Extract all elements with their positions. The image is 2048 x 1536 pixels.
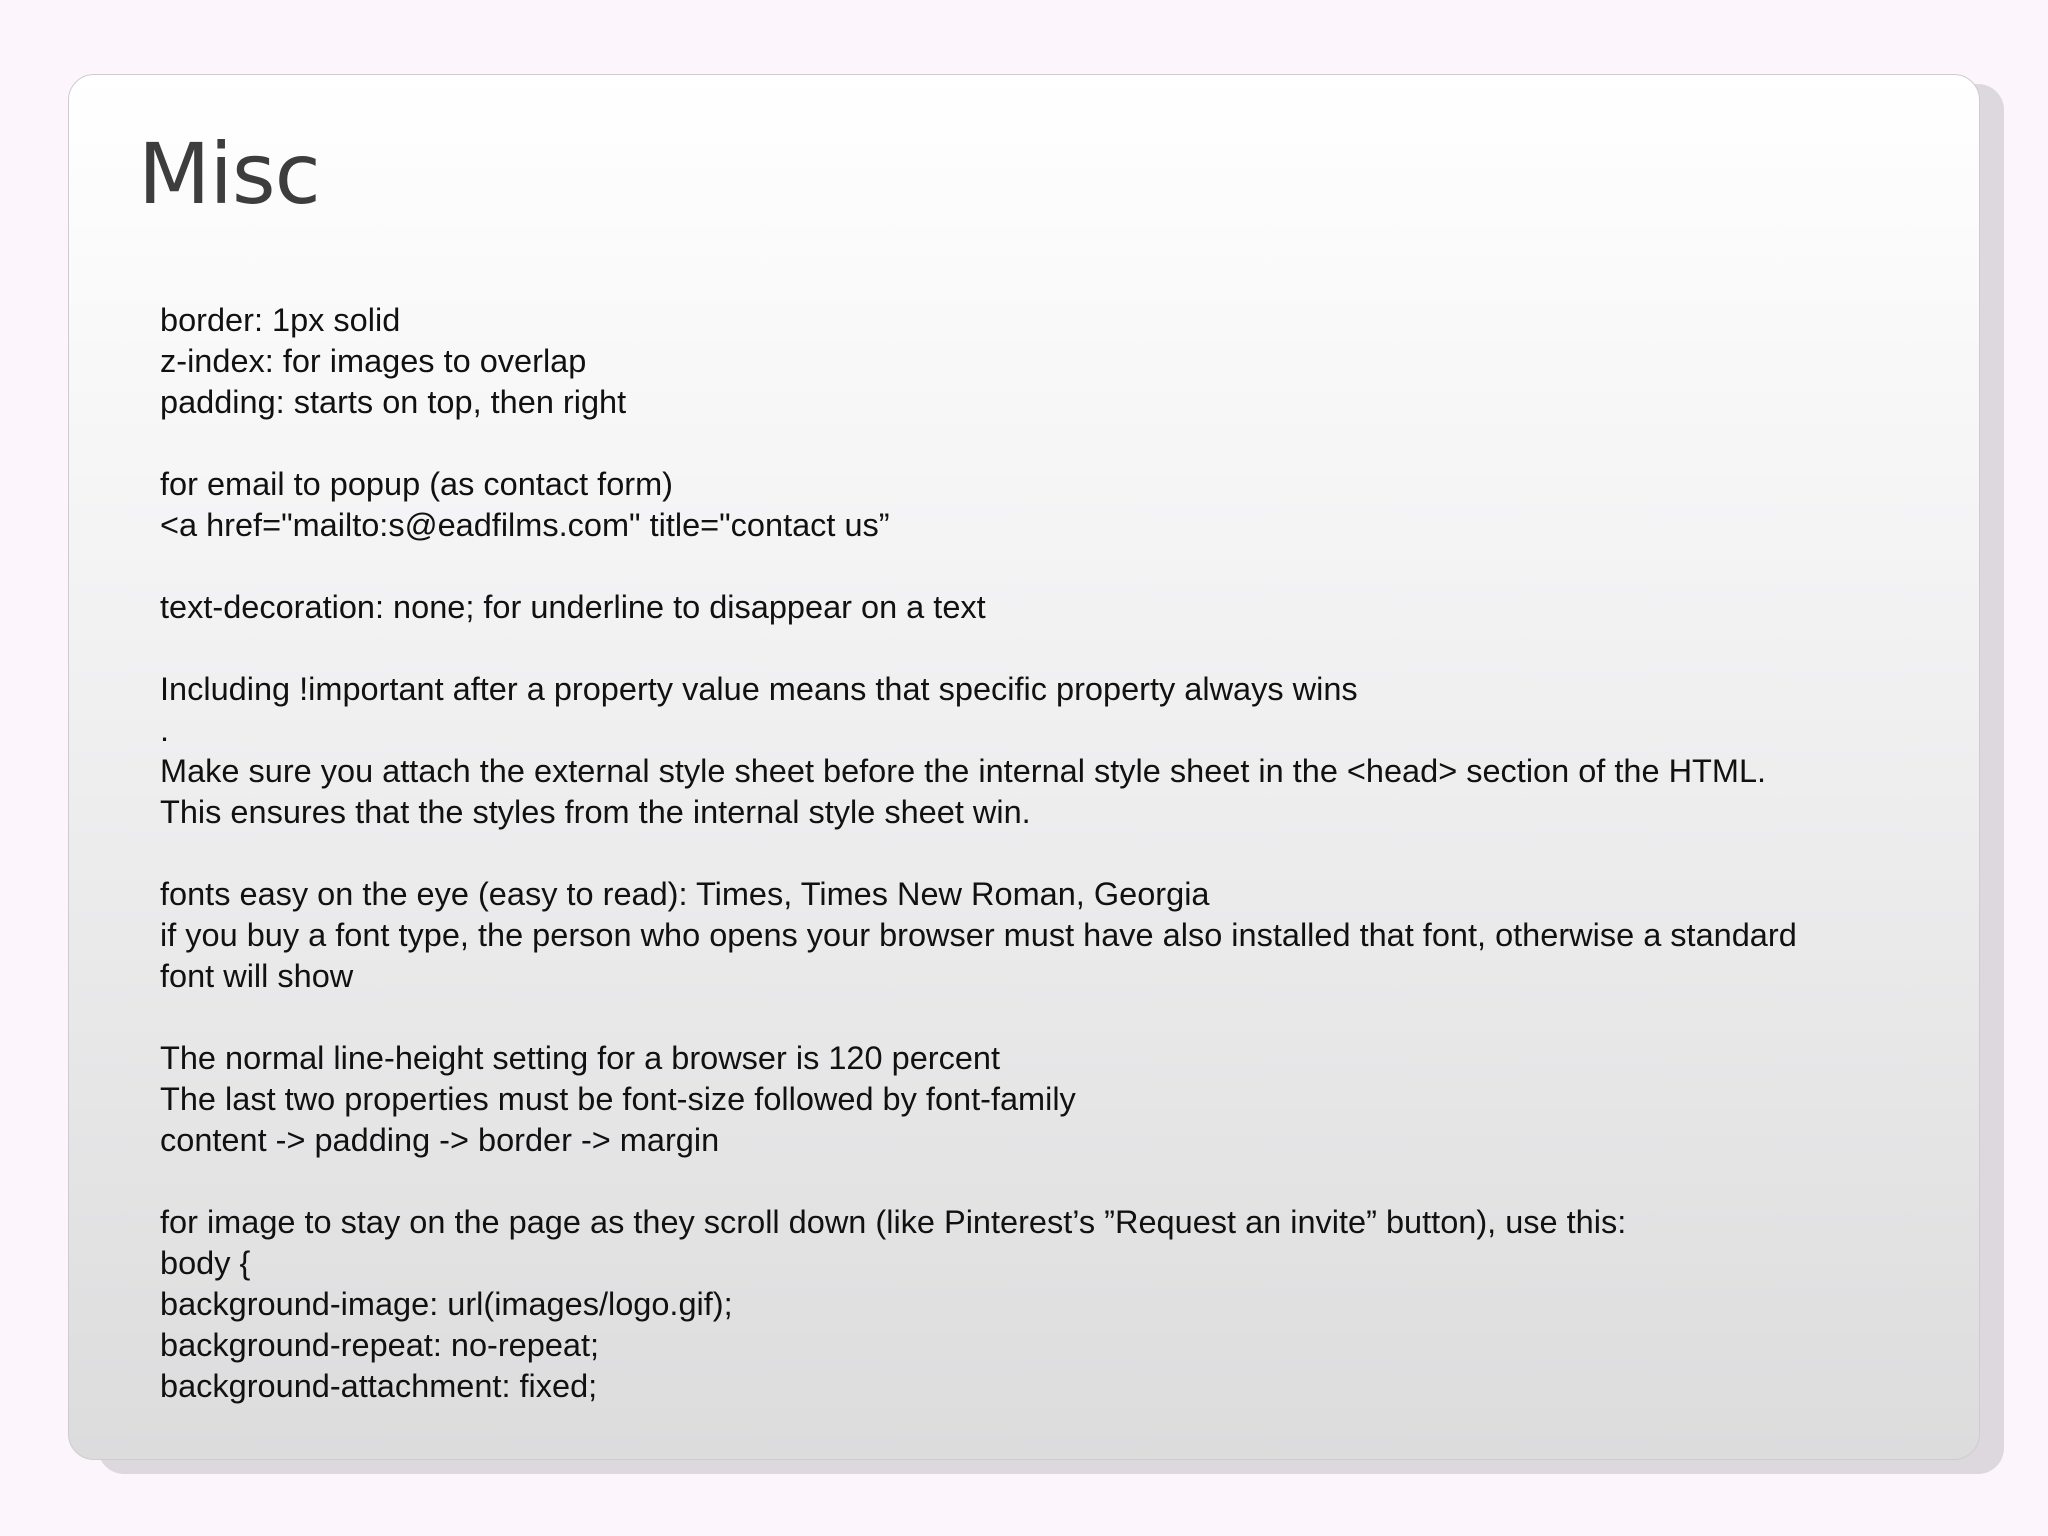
blank-line <box>160 1161 1940 1202</box>
text-line: body { <box>160 1245 251 1281</box>
blank-line <box>160 997 1940 1038</box>
text-line: for image to stay on the page as they scroll down (like Pinterest’s ”Request an invite” button), use this: <box>160 1204 1627 1240</box>
text-line: <a href="mailto:s@eadfilms.com" title="contact us” <box>160 507 890 543</box>
text-line: background-image: url(images/logo.gif); <box>160 1286 733 1322</box>
text-line: content -> padding -> border -> margin <box>160 1122 720 1158</box>
text-line: if you buy a font type, the person who opens your browser must have also installed that font, otherwise a standard <box>160 917 1797 953</box>
text-line: text-decoration: none; for underline to disappear on a text <box>160 589 986 625</box>
blank-line <box>160 628 1940 669</box>
text-line: fonts easy on the eye (easy to read): Times, Times New Roman, Georgia <box>160 876 1210 912</box>
text-line: border: 1px solid <box>160 302 401 338</box>
text-line: Make sure you attach the external style sheet before the internal style sheet in the <head> section of the HTML. <box>160 753 1767 789</box>
text-line: The last two properties must be font-size followed by font-family <box>160 1081 1076 1117</box>
blank-line <box>160 833 1940 874</box>
slide-title: Misc <box>138 125 320 223</box>
text-line: padding: starts on top, then right <box>160 384 627 420</box>
blank-line <box>160 423 1940 464</box>
text-line: background-repeat: no-repeat; <box>160 1327 600 1363</box>
text-line: font will show <box>160 958 354 994</box>
text-line: for email to popup (as contact form) <box>160 466 674 502</box>
blank-line <box>160 546 1940 587</box>
text-line: z-index: for images to overlap <box>160 343 587 379</box>
text-line: . <box>160 712 170 748</box>
text-line: This ensures that the styles from the internal style sheet win. <box>160 794 1031 830</box>
slide-body <box>160 300 1940 1407</box>
text-line: background-attachment: fixed; <box>160 1368 598 1404</box>
text-line: Including !important after a property value means that specific property always wins <box>160 671 1358 707</box>
text-line: The normal line-height setting for a browser is 120 percent <box>160 1040 1001 1076</box>
